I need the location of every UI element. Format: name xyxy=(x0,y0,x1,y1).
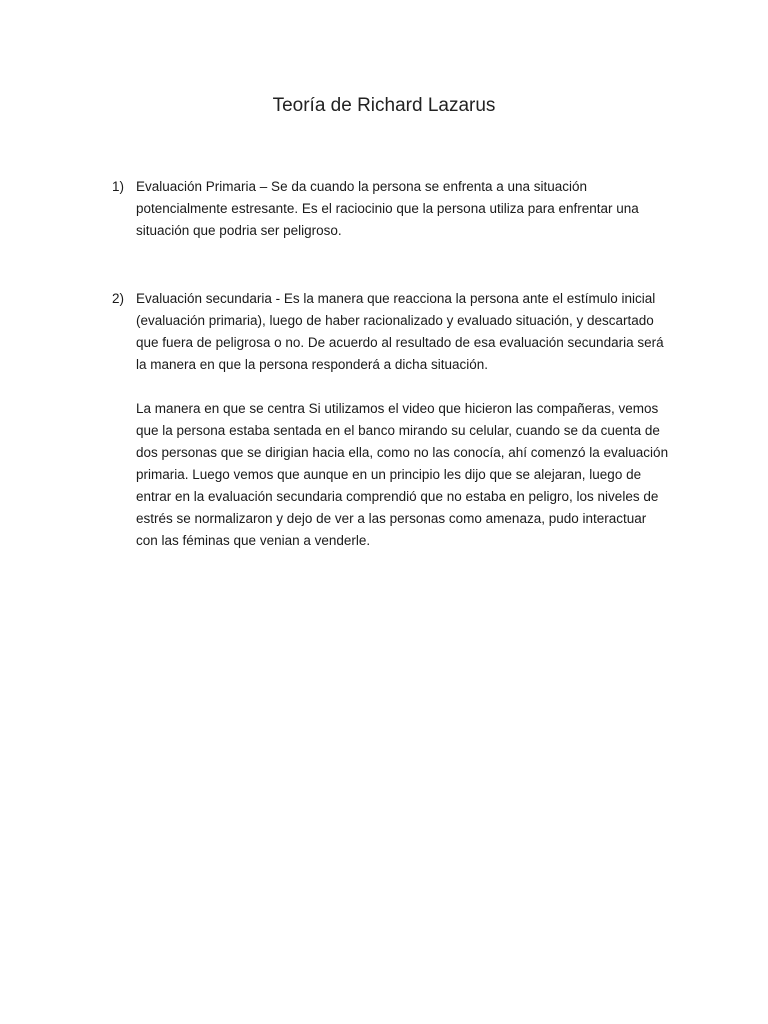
document-title: Teoría de Richard Lazarus xyxy=(272,95,496,116)
paragraph-evaluacion-secundaria: Evaluación secundaria - Es la manera que reacciona la persona ante el estímulo inicial (evaluación primaria), luego de haber racionalizado y evaluado situación, y descartado que fuera de peligrosa o no. De acuerdo al resultado de esa evaluación secundaria será la manera en que la persona responderá a dicha situación. xyxy=(136,291,664,372)
paragraph-evaluacion-primaria: Evaluación Primaria – Se da cuando la persona se enfrenta a una situación potencialmente estresante. Es el raciocinio que la persona utiliza para enfrentar una situación que podria ser peligroso. xyxy=(136,179,639,238)
list-item-number: 1) xyxy=(112,179,125,194)
list-item-number: 2) xyxy=(112,291,125,306)
list-item-body xyxy=(136,288,671,552)
list-item-body xyxy=(136,176,671,242)
paragraph-ejemplo-video: La manera en que se centra Si utilizamos el video que hicieron las compañeras, vemos que la persona estaba sentada en el banco mirando su celular, cuando se da cuenta de dos personas que se dirigian hacia ella, como no las conocía, ahí comenzó la evaluación primaria. Luego vemos que aunque en un principio les dijo que se alejaran, luego de entrar en la evaluación secundaria comprendió que no estaba en peligro, los niveles de estrés se normalizaron y dejo de ver a las personas como amenaza, pudo interactuar con las féminas que venian a venderle. xyxy=(136,401,669,548)
